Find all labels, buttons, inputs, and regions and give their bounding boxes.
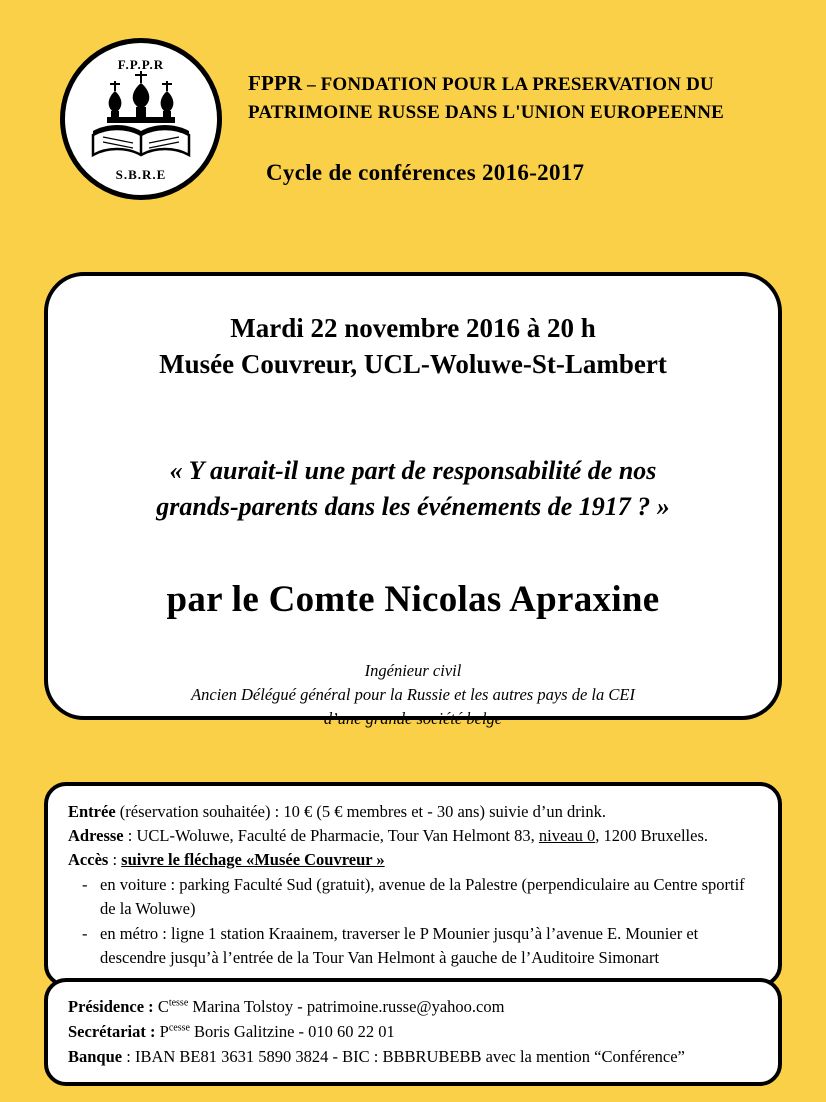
church-book-icon <box>85 69 197 161</box>
presidency-line <box>68 995 760 1020</box>
access-options-list <box>68 873 760 970</box>
conference-title-line2: grands-parents dans les événements de 1917 ? » <box>156 492 670 522</box>
conference-title-line1: « Y aurait-il une part de responsabilité de nos <box>169 455 657 485</box>
fppr-logo <box>60 38 222 200</box>
presidency-text: Marina Tolstoy - patrimoine.russe@yahoo.com <box>188 997 505 1016</box>
org-abbreviation: FPPR <box>248 71 303 95</box>
list-item: - en métro : ligne 1 station Kraainem, traverser le P Mounier jusqu’à l’avenue E. Mounier et descendre jusqu’à l’entrée de la Tour Van Helmont à gauche de l’Auditoire Simonart <box>72 922 760 970</box>
logo-bottom-text: S.B.R.E <box>115 167 167 182</box>
secretariat-title-prefix: P <box>159 1021 169 1041</box>
entry-info-line <box>68 800 760 824</box>
contact-box <box>44 978 782 1086</box>
event-datetime <box>78 310 748 383</box>
conference-cycle-title: Cycle de conférences 2016-2017 <box>266 160 585 186</box>
address-text-after: , 1200 Bruxelles. <box>595 825 708 845</box>
event-venue-line: Musée Couvreur, UCL-Woluwe-St-Lambert <box>159 349 667 380</box>
address-level: niveau 0 <box>538 825 596 845</box>
secretariat-title-sup: cesse <box>168 1022 190 1034</box>
org-dash: – <box>307 74 316 94</box>
bank-label: Banque <box>68 1046 123 1066</box>
secretariat-text: Boris Galitzine - 010 60 22 01 <box>189 1021 395 1041</box>
secretariat-label: Secrétariat : <box>68 1021 156 1041</box>
header-text-block <box>248 30 724 186</box>
presidency-title-prefix: C <box>157 997 169 1016</box>
list-item: - en voiture : parking Faculté Sud (gratuit), avenue de la Palestre (perpendiculaire au Centre sportif de la Woluwe) <box>72 873 760 921</box>
poster-header <box>0 0 826 200</box>
access-separator: : <box>108 849 122 869</box>
conference-title <box>78 453 748 526</box>
presidency-title-sup: tesse <box>168 997 189 1009</box>
speaker-bio-line3: d’une grande société belge <box>323 708 503 728</box>
speaker-name: par le Comte Nicolas Apraxine <box>166 578 660 620</box>
entry-text: (réservation souhaitée) : 10 € (5 € membres et - 30 ans) suivie d’un drink. <box>115 802 606 821</box>
speaker-bio-line1: Ingénieur civil <box>364 660 462 680</box>
organization-name <box>248 68 724 126</box>
access-label: Accès <box>68 849 109 869</box>
bank-line <box>68 1045 760 1070</box>
speaker-bio-line2: Ancien Délégué général pour la Russie et les autres pays de la CEI <box>191 684 635 704</box>
secretariat-line <box>68 1020 760 1045</box>
org-full-name-line2: PATRIMOINE RUSSE DANS L'UNION EUROPEENNE <box>248 101 725 123</box>
entry-label: Entrée <box>68 802 116 821</box>
address-info-line <box>68 824 760 848</box>
access-info-line <box>68 848 760 872</box>
presidency-label: Présidence : <box>68 997 154 1016</box>
event-date-line: Mardi 22 novembre 2016 à 20 h <box>230 313 596 343</box>
speaker-bio <box>78 659 748 731</box>
bank-text: : IBAN BE81 3631 5890 3824 - BIC : BBBRUBEBB avec la mention “Conférence” <box>122 1046 685 1066</box>
logo-top-text: F.P.P.R <box>117 57 165 72</box>
org-full-name-line1: FONDATION POUR LA PRESERVATION DU <box>320 74 714 95</box>
practical-info-box <box>44 782 782 987</box>
address-label: Adresse <box>68 825 124 845</box>
event-main-box <box>44 272 782 728</box>
access-signage: suivre le fléchage «Musée Couvreur » <box>121 849 385 869</box>
address-text-before: : UCL-Woluwe, Faculté de Pharmacie, Tour Van Helmont 83, <box>123 825 539 845</box>
